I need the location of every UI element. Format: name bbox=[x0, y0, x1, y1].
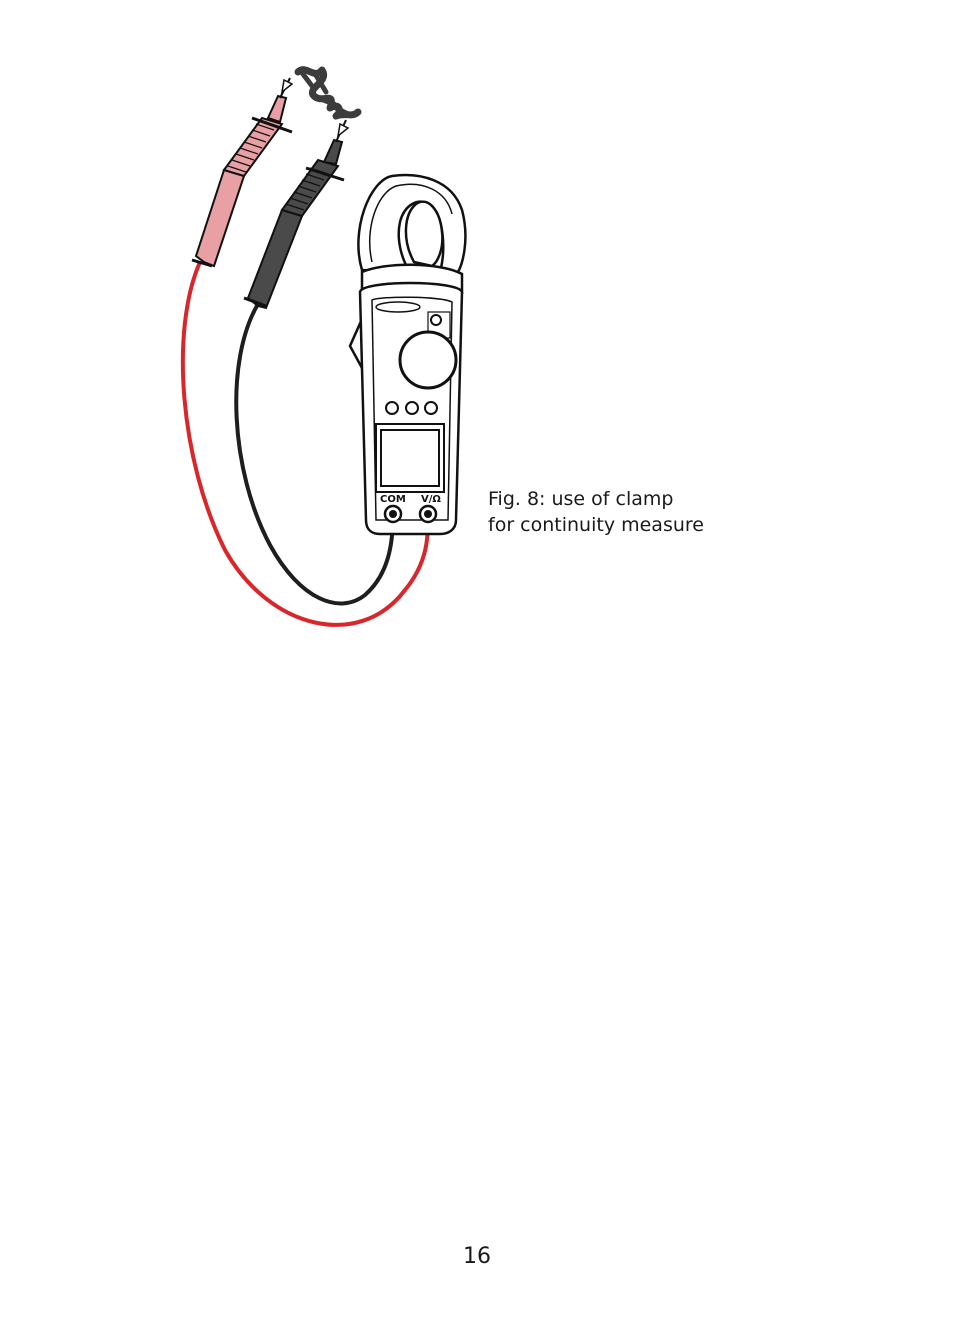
function-button-2 bbox=[406, 402, 418, 414]
page-number: 16 bbox=[463, 1244, 491, 1269]
caption-line-1: Fig. 8: use of clamp bbox=[488, 488, 674, 510]
hold-button-icon bbox=[431, 315, 441, 325]
lcd-display bbox=[381, 430, 439, 486]
clamp-jaw-opening bbox=[406, 202, 442, 266]
function-button-3 bbox=[425, 402, 437, 414]
jack-label-v-ohm: V/Ω bbox=[421, 494, 441, 505]
jack-label-com: COM bbox=[380, 494, 406, 505]
caption-line-2: for continuity measure bbox=[488, 514, 704, 536]
function-button-1 bbox=[386, 402, 398, 414]
figure-caption bbox=[488, 486, 704, 538]
clamp-meter bbox=[350, 175, 465, 534]
